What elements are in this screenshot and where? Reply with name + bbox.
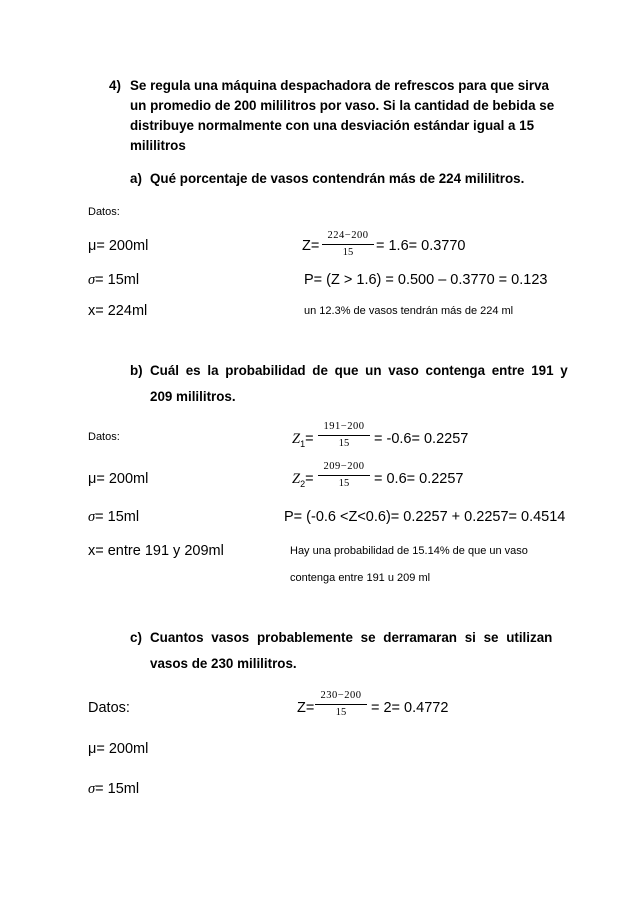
part-a-sigma: σ= 15ml <box>88 272 140 288</box>
part-a-x: x= 224ml <box>88 303 148 319</box>
part-a-probability: P= (Z > 1.6) = 0.500 – 0.3770 = 0.123 <box>304 272 548 288</box>
part-b-conclusion-2: contenga entre 191 u 209 ml <box>290 572 431 584</box>
problem-line-3: distribuye normalmente con una desviación estándar igual a 15 <box>130 118 535 133</box>
part-c-z-prefix: Z= <box>297 700 315 716</box>
fraction-bar <box>318 435 370 436</box>
part-b-x: x= entre 191 y 209ml <box>88 543 224 559</box>
part-b-question-2: 209 mililitros. <box>150 389 236 404</box>
fraction-denominator: 15 <box>342 247 354 258</box>
fraction-numerator: 224−200 <box>327 230 369 241</box>
part-c-label: c) <box>130 630 142 645</box>
part-b-datos: Datos: <box>88 431 120 443</box>
part-a-conclusion: un 12.3% de vasos tendrán más de 224 ml <box>304 305 514 317</box>
part-b-probability: P= (-0.6 <Z<0.6)= 0.2257 + 0.2257= 0.4514 <box>284 509 566 525</box>
part-b-z1-result: = -0.6= 0.2257 <box>374 431 469 447</box>
problem-line-2: un promedio de 200 mililitros por vaso. Si la cantidad de bebida se <box>130 98 555 113</box>
part-c-z-result: = 2= 0.4772 <box>371 700 449 716</box>
problem-line-1: Se regula una máquina despachadora de refrescos para que sirva <box>130 78 549 93</box>
part-b-conclusion-1: Hay una probabilidad de 15.14% de que un vaso <box>290 545 528 557</box>
fraction-denominator: 15 <box>335 707 347 718</box>
fraction-bar <box>322 244 374 245</box>
part-c-question-2: vasos de 230 mililitros. <box>150 656 297 671</box>
fraction-bar <box>318 475 370 476</box>
part-c-z-fraction <box>315 690 367 719</box>
part-c-mu: μ= 200ml <box>88 741 149 757</box>
part-c-sigma: σ= 15ml <box>88 781 140 797</box>
sigma-symbol: σ <box>88 509 96 525</box>
part-b-z2-fraction <box>318 461 370 490</box>
part-b-z2-prefix: $Z_2=$ <box>292 471 314 489</box>
part-a-mu: μ= 200ml <box>88 238 149 254</box>
part-b-sigma: σ= 15ml <box>88 509 140 525</box>
part-a-question: Qué porcentaje de vasos contendrán más de 224 mililitros. <box>150 171 525 186</box>
part-b-z1-prefix: $Z_1=$ <box>292 431 314 449</box>
part-b-question-1: Cuál es la probabilidad de que un vaso contenga entre 191 y <box>150 363 568 378</box>
part-a-datos: Datos: <box>88 206 120 218</box>
problem-line-4: mililitros <box>130 138 186 153</box>
part-a-label: a) <box>130 171 142 186</box>
fraction-numerator: 209−200 <box>323 461 365 472</box>
part-b-mu: μ= 200ml <box>88 471 149 487</box>
fraction-denominator: 15 <box>338 438 350 449</box>
sigma-symbol: σ <box>88 781 96 797</box>
fraction-bar <box>315 704 367 705</box>
sigma-symbol: σ <box>88 272 96 288</box>
part-a-z-result: = 1.6= 0.3770 <box>376 238 466 254</box>
part-b-z2-result: = 0.6= 0.2257 <box>374 471 464 487</box>
part-c-datos: Datos: <box>88 700 130 716</box>
part-b-z1-fraction <box>318 421 370 450</box>
problem-number: 4) <box>109 78 121 93</box>
fraction-numerator: 230−200 <box>320 690 362 701</box>
fraction-numerator: 191−200 <box>323 421 365 432</box>
fraction-denominator: 15 <box>338 478 350 489</box>
part-c-question-1: Cuantos vasos probablemente se derramaran si se utilizan <box>150 630 553 645</box>
part-a-z-fraction <box>322 230 374 259</box>
part-b-label: b) <box>130 363 143 378</box>
part-a-z-prefix: Z= <box>302 238 320 254</box>
